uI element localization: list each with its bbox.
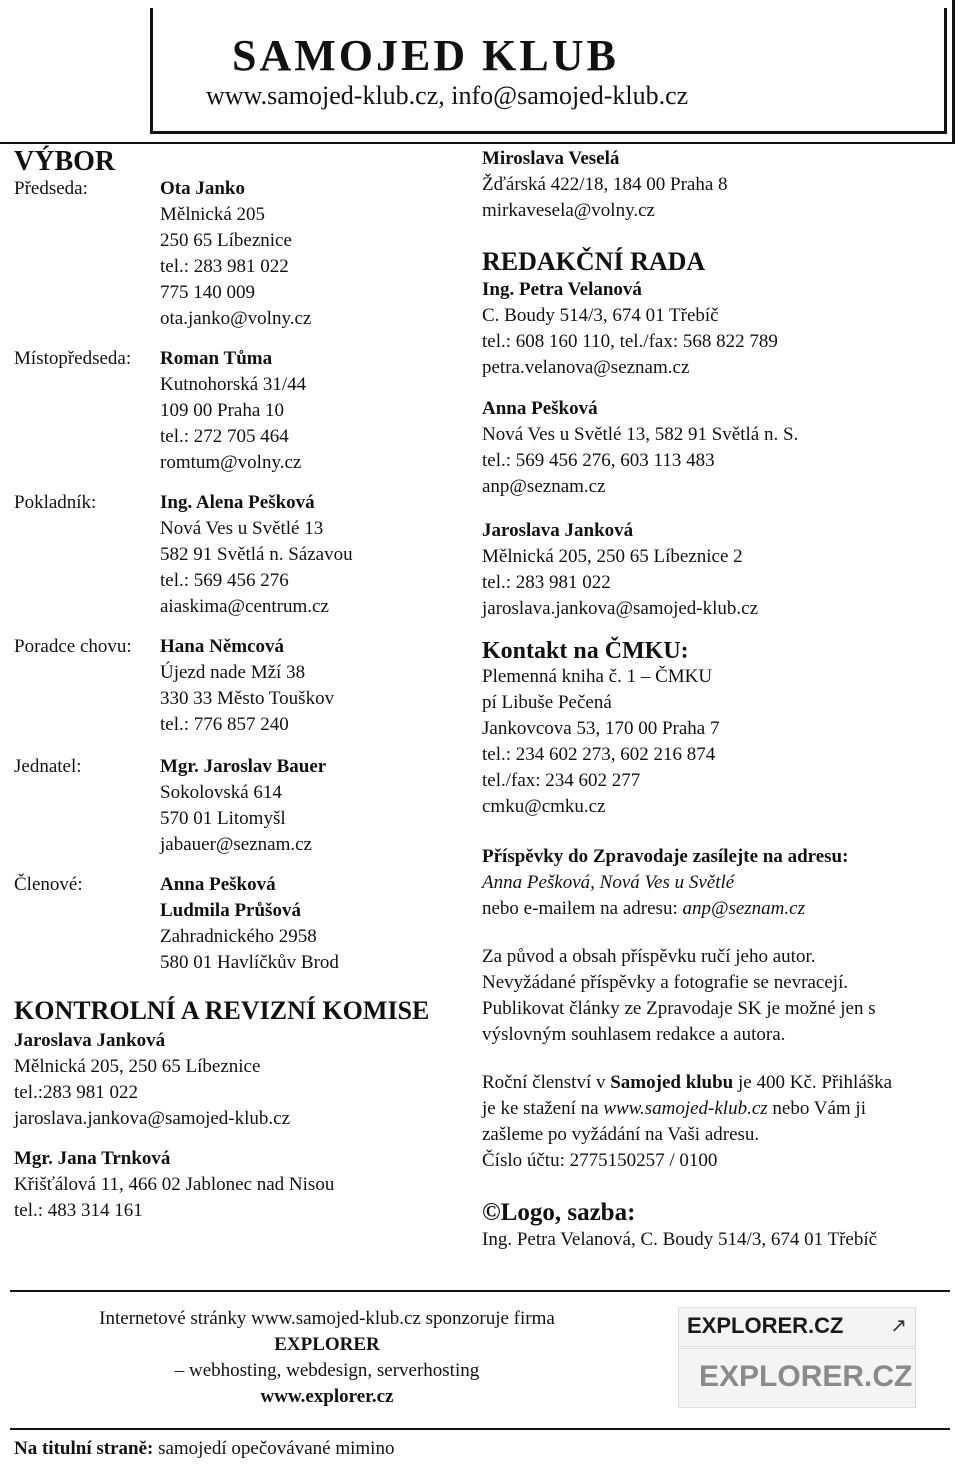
- address-line: Zahradnického 2958: [160, 926, 317, 947]
- footer-divider-top: [10, 1290, 950, 1292]
- role-label: Členové:: [14, 874, 83, 895]
- club-title: SAMOJED KLUB: [232, 31, 619, 80]
- cmku-line: pí Libuše Pečená: [482, 692, 612, 713]
- phone-line: tel.: 483 314 161: [14, 1200, 143, 1221]
- person-name: Ing. Alena Pešková: [160, 492, 315, 513]
- address-line: Žďárská 422/18, 184 00 Praha 8: [482, 174, 728, 195]
- phone-line: tel.:283 981 022: [14, 1082, 139, 1103]
- person-block: [482, 277, 778, 381]
- person-name: Anna Pešková: [482, 398, 598, 419]
- membership-line: [482, 1096, 892, 1122]
- address-line: Sokolovská 614: [160, 782, 282, 803]
- sponsor-services: – webhosting, webdesign, serverhosting: [174, 1360, 480, 1381]
- person-name: Jaroslava Janková: [482, 520, 634, 541]
- account-line: Číslo účtu: 2775150257 / 0100: [482, 1150, 718, 1171]
- role-label: Místopředseda:: [14, 348, 132, 369]
- explorer-logo-text: EXPLORER.CZ: [687, 1313, 844, 1338]
- club-url: www.samojed-klub.cz: [603, 1098, 768, 1119]
- section-heading-vybor: VÝBOR: [14, 146, 116, 177]
- notice-line: výslovným souhlasem redakce a autora.: [482, 1024, 786, 1045]
- person-name: Roman Tůma: [160, 348, 273, 369]
- person-name: Ota Janko: [160, 178, 245, 199]
- address-line: 250 65 Líbeznice: [160, 230, 292, 251]
- explorer-logo-text: EXPLORER.CZ: [699, 1360, 913, 1393]
- sponsor-line: Internetové stránky www.samojed-klub.cz sponzoruje firma: [99, 1308, 555, 1329]
- phone-line: tel.: 283 981 022: [482, 572, 611, 593]
- notice-line: Nevyžádané příspěvky a fotografie se nevracejí.: [482, 972, 849, 993]
- person-name: Mgr. Jaroslav Bauer: [160, 756, 327, 777]
- contributions-address: Anna Pešková, Nová Ves u Světlé: [482, 872, 735, 893]
- cmku-contact: [482, 664, 719, 820]
- section-heading-komise: KONTROLNÍ A REVIZNÍ KOMISE: [14, 996, 430, 1025]
- phone-line: tel.: 283 981 022: [160, 256, 289, 277]
- person-block: [14, 1146, 334, 1224]
- address-line: 582 91 Světlá n. Sázavou: [160, 544, 353, 565]
- email-line: jabauer@seznam.cz: [160, 834, 312, 855]
- contributions-email: anp@seznam.cz: [682, 898, 805, 919]
- notice-block: [482, 944, 876, 1048]
- sponsor-url: www.explorer.cz: [260, 1386, 394, 1407]
- phone-line: tel.: 776 857 240: [160, 714, 289, 735]
- email-line: anp@seznam.cz: [482, 476, 606, 497]
- cover-text: samojedí opečovávané mimino: [153, 1438, 395, 1459]
- email-prefix: nebo e-mailem na adresu:: [482, 898, 683, 919]
- phone-line: 775 140 009: [160, 282, 255, 303]
- address-line: Křišťálová 11, 466 02 Jablonec nad Nisou: [14, 1174, 335, 1195]
- person-name: Anna Pešková: [160, 874, 276, 895]
- person-block: [14, 1028, 290, 1132]
- contributions-heading: Příspěvky do Zpravodaje zasílejte na adresu:: [482, 846, 849, 867]
- text-span: nebo Vám ji: [767, 1098, 866, 1119]
- role-label: Pokladník:: [14, 492, 97, 513]
- notice-line: Za původ a obsah příspěvku ručí jeho autor.: [482, 946, 816, 967]
- address-line: 570 01 Litomyšl: [160, 808, 286, 829]
- phone-line: tel.: 569 456 276: [160, 570, 289, 591]
- role-label: Jednatel:: [14, 756, 82, 777]
- club-contact: www.samojed-klub.cz, info@samojed-klub.cz: [206, 81, 689, 110]
- notice-line: Publikovat články ze Zpravodaje SK je možné jen s: [482, 998, 876, 1019]
- address-line: 109 00 Praha 10: [160, 400, 285, 421]
- address-line: C. Boudy 514/3, 674 01 Třebíč: [482, 305, 719, 326]
- person-block: [482, 518, 758, 622]
- person-block: [482, 396, 798, 500]
- person-block: [160, 634, 334, 738]
- logo-credit-line: Ing. Petra Velanová, C. Boudy 514/3, 674 01 Třebíč: [482, 1229, 878, 1250]
- footer-divider-bottom: [10, 1428, 950, 1430]
- email-line: aiaskima@centrum.cz: [160, 596, 329, 617]
- text-span: Roční členství v: [482, 1072, 611, 1093]
- cmku-line: Jankovcova 53, 170 00 Praha 7: [482, 718, 720, 739]
- email-line: mirkavesela@volny.cz: [482, 200, 655, 221]
- text-span: je 400 Kč. Přihláška: [733, 1072, 893, 1093]
- section-heading-cmku: Kontakt na ČMKU:: [482, 638, 689, 664]
- email-line: romtum@volny.cz: [160, 452, 302, 473]
- header-frame-bottom: [150, 131, 946, 134]
- cmku-line: cmku@cmku.cz: [482, 796, 606, 817]
- address-line: Nová Ves u Světlé 13: [160, 518, 324, 539]
- explorer-logo-small: [678, 1307, 916, 1347]
- address-line: Kutnohorská 31/44: [160, 374, 307, 395]
- person-name: Mgr. Jana Trnková: [14, 1148, 171, 1169]
- arrow-icon: ↗: [890, 1313, 907, 1337]
- person-name: Miroslava Veselá: [482, 148, 620, 169]
- phone-line: tel.: 569 456 276, 603 113 483: [482, 450, 715, 471]
- phone-line: tel.: 608 160 110, tel./fax: 568 822 789: [482, 331, 778, 352]
- role-label: Předseda:: [14, 178, 88, 199]
- address-line: 580 01 Havlíčkův Brod: [160, 952, 339, 973]
- person-name: Ing. Petra Velanová: [482, 279, 642, 300]
- membership-line: zašleme po vyžádání na Vaši adresu.: [482, 1124, 760, 1145]
- membership-line: [482, 1070, 892, 1096]
- email-line: jaroslava.jankova@samojed-klub.cz: [14, 1108, 291, 1129]
- person-name: Jaroslava Janková: [14, 1030, 166, 1051]
- person-name: Hana Němcová: [160, 636, 285, 657]
- person-block: [160, 872, 339, 976]
- person-block: [160, 176, 311, 332]
- email-line: ota.janko@volny.cz: [160, 308, 312, 329]
- header-frame-bottom-outer: [0, 142, 955, 144]
- person-block: [160, 490, 353, 620]
- text-span: je ke stažení na: [482, 1098, 604, 1119]
- cmku-line: Plemenná kniha č. 1 – ČMKU: [482, 666, 713, 687]
- cover-label: Na titulní straně:: [14, 1438, 154, 1459]
- sponsor-company: EXPLORER: [274, 1334, 380, 1355]
- logo-credit-heading: ©Logo, sazba:: [482, 1199, 636, 1226]
- address-line: Nová Ves u Světlé 13, 582 91 Světlá n. S.: [482, 424, 799, 445]
- header-frame-right-inner: [944, 8, 947, 134]
- contributions-block: [482, 844, 848, 922]
- email-line: jaroslava.jankova@samojed-klub.cz: [482, 598, 759, 619]
- phone-line: tel.: 272 705 464: [160, 426, 289, 447]
- section-heading-redakce: REDAKČNÍ RADA: [482, 247, 706, 276]
- club-name: Samojed klubu: [610, 1072, 734, 1093]
- explorer-logo-large: [678, 1348, 916, 1408]
- address-line: Mělnická 205, 250 65 Líbeznice 2: [482, 546, 743, 567]
- address-line: Újezd nade Mží 38: [160, 662, 306, 683]
- address-line: 330 33 Město Touškov: [160, 688, 335, 709]
- header-frame-right-outer: [952, 0, 955, 144]
- cover-note: [14, 1436, 394, 1462]
- person-block: [160, 346, 306, 476]
- person-block: [482, 146, 728, 224]
- header-frame-left: [150, 8, 153, 134]
- person-block: [160, 754, 326, 858]
- email-line: petra.velanova@seznam.cz: [482, 357, 690, 378]
- sponsor-text: [40, 1306, 614, 1410]
- contributions-email-line: [482, 896, 848, 922]
- role-label: Poradce chovu:: [14, 636, 132, 657]
- cmku-line: tel./fax: 234 602 277: [482, 770, 641, 791]
- person-name: Ludmila Průšová: [160, 900, 301, 921]
- membership-block: [482, 1070, 892, 1174]
- address-line: Mělnická 205: [160, 204, 266, 225]
- cmku-line: tel.: 234 602 273, 602 216 874: [482, 744, 716, 765]
- address-line: Mělnická 205, 250 65 Líbeznice: [14, 1056, 261, 1077]
